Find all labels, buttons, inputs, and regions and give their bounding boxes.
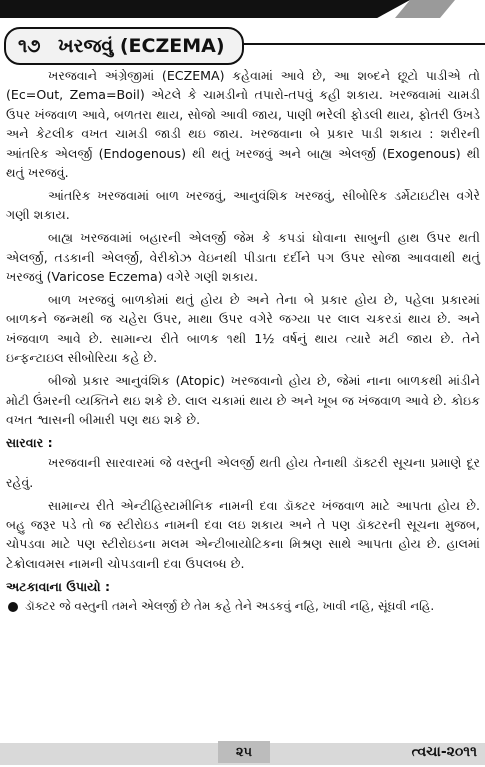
chapter-number: ૧૭	[18, 35, 41, 57]
chapter-title-box	[4, 27, 244, 65]
article-body	[6, 66, 480, 616]
paragraph-infantile: બાળ ખરજવું બાળકોમાં થતું હોય છે અને તેના બે પ્રકાર હોય છે, પહેલા પ્રકારમાં બાળકને જન્મથી જ ચહેરા ઉપર, માથા ઉપર વગેરે જગ્યા પર લાલ ચકરડાં થાય છે. અને ખંજવાળ આવે છે. સામાન્ય રીતે બાળક ૧થી 1½ વર્ષનું થાય ત્યારે મટી જાય છે. તેને ઇન્ફન્ટાઇલ સીબોરિયા કહે છે.	[6, 291, 480, 366]
bullet-dot-icon	[8, 602, 18, 612]
top-decorative-bar	[0, 0, 485, 18]
treatment-paragraph: ખરજવાની સારવારમાં જે વસ્તુની એલર્જી થતી હોય તેનાથી ડૉક્ટરી સૂચના પ્રમાણે દૂર રહેવું.	[6, 455, 480, 490]
paragraph-endogenous: આંતરિક ખરજવામાં બાળ ખરજવું, આનુવંશિક ખરજવું, સીબોરિક ડર્મેટાઇટીસ વગેરે ગણી શકાય.	[6, 187, 480, 223]
paragraph-exogenous: બાહ્ય ખરજવામાં બહારની એલર્જી જેમ કે કપડાં ધોવાના સાબુની હાથ ઉપર થતી એલર્જી, તડકાની એલર્જી, વેરીકોઝ વેઇનથી પીડાતા દર્દીને પગ ઉપર સોજા આવવાથી થતું ખરજવું (Varicose Eczema) વગેરે ગણી શકાય.	[6, 230, 480, 285]
top-bar-black-band	[0, 0, 410, 18]
page-footer	[0, 739, 485, 767]
page-number: ૨૫	[218, 741, 270, 763]
title-rule	[244, 43, 485, 45]
footer-publication-label: ત્વચા-૨૦૧૧	[411, 744, 477, 760]
treatment-paragraph: સામાન્ય રીતે એન્ટીહિસ્ટામીનિક નામની દવા ડૉક્ટર ખંજવાળ માટે આપતા હોય છે. બહુ જરૂર પડે તો જ સ્ટીરોઇડ નામની દવા લઇ શકાય અને તે પણ ડૉક્ટરની સૂચના મુજબ, ચોપડવા માટે પણ સ્ટીરોઇડના મલમ એન્ટીબાયોટિકના મિશ્રણ સાથે આપતા હોય છે. હાલમાં ટેક્રોલાવમસ નામની ચોપડવાની દવા ઉપલબ્ધ છે.	[6, 497, 480, 571]
paragraph-atopic: બીજો પ્રકાર આનુવંશિક (Atopic) ખરજવાનો હોય છે, જેમાં નાના બાળકથી માંડીને મોટી ઉંમરની વ્યક્તિને થઇ શકે છે. લાલ ચકામાં થાય છે અને ખૂબ જ ખંજવાળ આવે છે. કોઇક વખત શ્વાસની બીમારી પણ થઇ શકે છે.	[6, 373, 480, 427]
prevention-heading: અટકાવાના ઉપાયો :	[6, 578, 111, 594]
prevention-bullet-text: ડૉક્ટર જે વસ્તુની તમને એલર્જી છે તેમ કહે તેને અડકવું નહિ, ખાવી નહિ, સૂંઘવી નહિ.	[25, 599, 435, 614]
chapter-header	[0, 27, 485, 63]
paragraph-intro: ખરજવાને અંગ્રેજીમાં (ECZEMA) કહેવામાં આવે છે, આ શબ્દને છૂટો પાડીએ તો (Ec=Out, Zema=Boil) એટલે કે ચામડીનો તપારો-તપવું કહી શકાય. ખરજવામાં ચામડી ઉપર ખંજવાળ આવે, બળતરા થાય, સોજો આવી જાય, પાણી ભરેલી ફોડલી થાય, ફોતરી ઉખડે અને કેટલીક વખત ચામડી જાડી થઇ જાય. ખરજવાના બે પ્રકાર પાડી શકાય : શરીરની આંતરિક એલર્જી (Endogenous) થી થતું ખરજવું અને બાહ્ય એલર્જી (Exogenous) થી થતું ખરજવું.	[6, 68, 480, 181]
prevention-bullet-item	[6, 597, 480, 616]
chapter-title: ખરજવું (ECZEMA)	[58, 35, 225, 57]
treatment-heading: સારવાર :	[6, 434, 53, 450]
